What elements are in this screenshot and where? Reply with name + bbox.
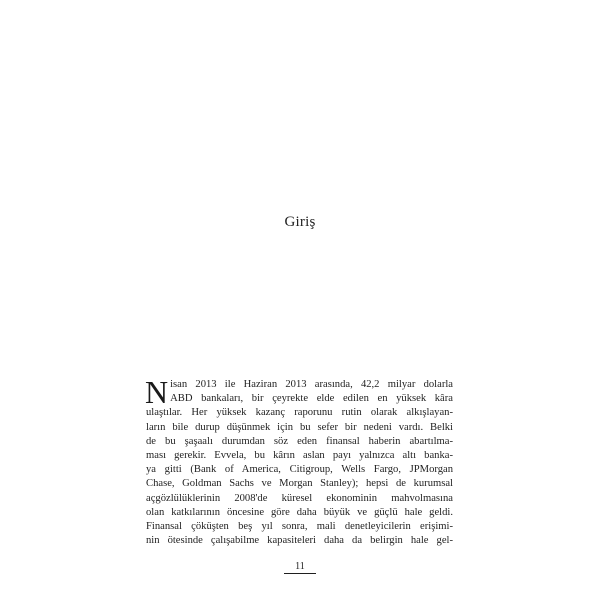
page-footer bbox=[272, 561, 328, 575]
body-line: ların bile durup düşünmek için bu sefer bir nedeni vardı. Belki bbox=[146, 421, 453, 433]
chapter-title: Giriş bbox=[284, 214, 316, 230]
page-number: 11 bbox=[295, 561, 305, 572]
body-line: ulaştılar. Her yüksek kazanç raporunu rutin olarak alkışlayan- bbox=[146, 407, 453, 419]
body-line: nin ötesinde çalışabilme kapasiteleri daha da belirgin hale gel- bbox=[146, 535, 453, 547]
body-line: olan katkılarının öncesine göre daha büyük ve güçlü hale geldi. bbox=[146, 506, 453, 518]
body-line: Chase, Goldman Sachs ve Morgan Stanley); hepsi de kurumsal bbox=[146, 478, 453, 490]
drop-cap: N bbox=[145, 374, 169, 410]
page-number-rule bbox=[284, 573, 316, 574]
body-line: ABD bankaları, bir çeyrekte elde edilen en yüksek kâra bbox=[170, 393, 453, 405]
body-line: açgözlülüklerinin 2008'de küresel ekonominin mahvolmasına bbox=[146, 492, 453, 504]
body-line: ması gerekir. Evvela, bu kârın aslan payı yalnızca altı banka- bbox=[146, 450, 453, 462]
body-paragraph bbox=[145, 374, 453, 548]
body-line: Finansal çöküşten beş yıl sonra, mali denetleyicilerin erişimi- bbox=[146, 521, 453, 533]
body-line: isan 2013 ile Haziran 2013 arasında, 42,2 milyar dolarla bbox=[170, 379, 453, 390]
body-line: de bu şaşaalı durumdan söz eden finansal haberin abartılma- bbox=[146, 435, 453, 447]
body-line: ya gitti (Bank of America, Citigroup, Wells Fargo, JPMorgan bbox=[146, 464, 453, 476]
